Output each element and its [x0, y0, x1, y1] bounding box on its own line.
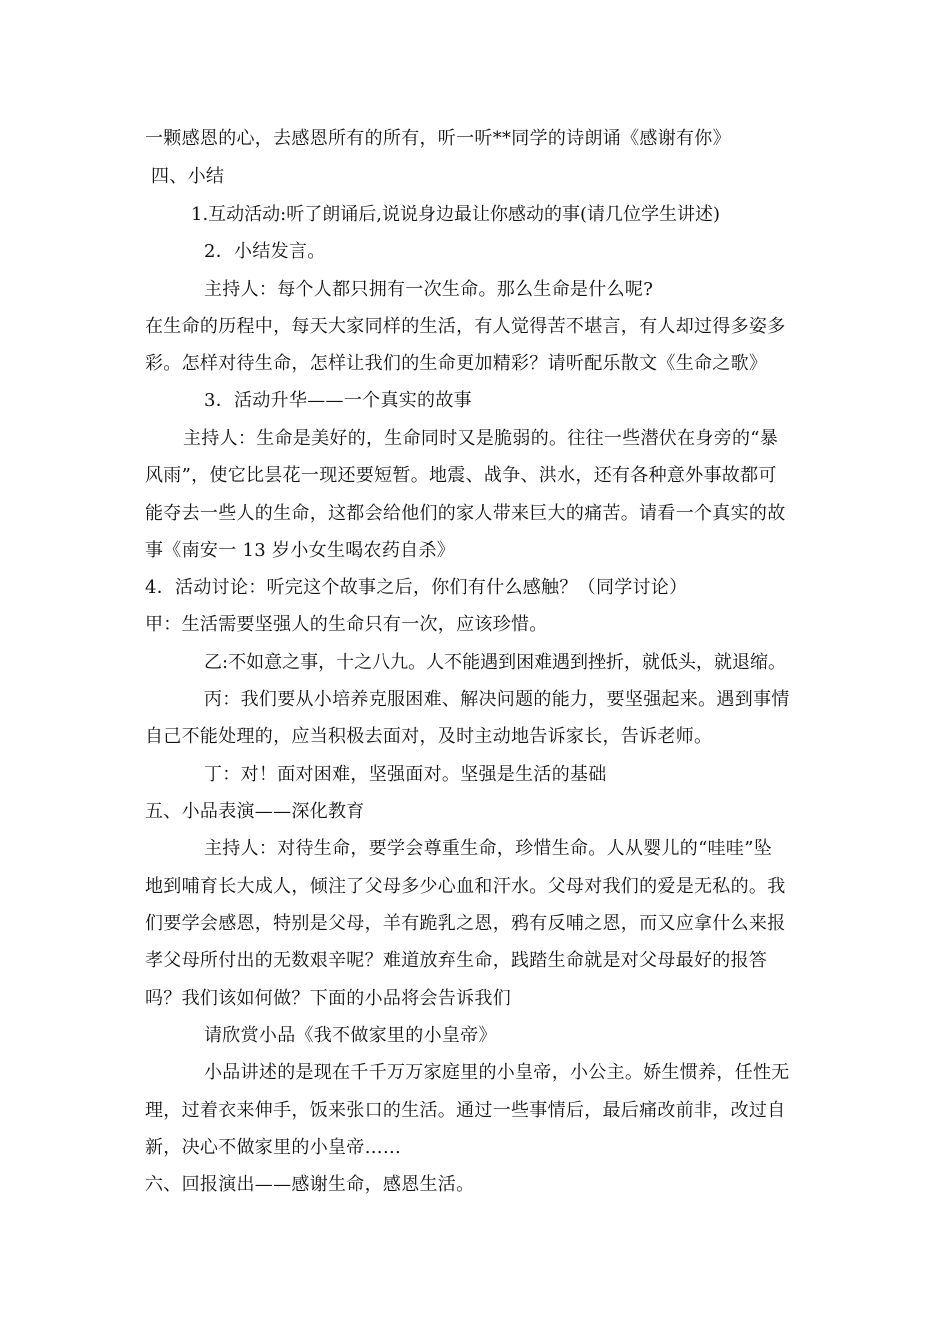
text-line: 事《南安一 13 岁小女生喝农药自杀》: [145, 540, 456, 561]
text-line: 4．活动讨论：听完这个故事之后，你们有什么感触？（同学讨论）: [145, 577, 688, 598]
text-line: 主持人：每个人都只拥有一次生命。那么生命是什么呢?: [204, 279, 654, 300]
text-line: 主持人：生命是美好的，生命同时又是脆弱的。往往一些潜伏在身旁的“暴: [183, 428, 779, 449]
section-heading-summary: 四、小结: [151, 166, 225, 187]
text-line: 丙：我们要从小培养克服困难、解决问题的能力，要坚强起来。遇到事情: [204, 689, 790, 710]
text-line: 丁：对！面对困难，坚强面对。坚强是生活的基础: [204, 764, 607, 785]
text-line: 2．小结发言。: [204, 241, 326, 262]
text-line: 们要学会感恩，特别是父母，羊有跪乳之恩，鸦有反哺之恩，而又应拿什么来报: [145, 913, 786, 934]
text-line: 小品讲述的是现在千千万万家庭里的小皇帝，小公主。娇生惯养，任性无: [204, 1062, 790, 1083]
text-line: 彩。怎样对待生命，怎样让我们的生命更加精彩？请听配乐散文《生命之歌》: [145, 353, 768, 374]
text-line: 在生命的历程中，每天大家同样的生活，有人觉得苦不堪言，有人却过得多姿多: [145, 316, 786, 337]
text-line: 一颗感恩的心，去感恩所有的所有，听一听**同学的诗朗诵《感谢有你》: [145, 128, 731, 149]
section-heading-skit: 五、小品表演——深化教育: [145, 801, 365, 822]
text-line: 理，过着衣来伸手，饭来张口的生活。通过一些事情后，最后痛改前非，改过自: [145, 1100, 786, 1121]
text-line: 地到哺育长大成人，倾注了父母多少心血和汗水。父母对我们的爱是无私的。我: [145, 876, 786, 897]
text-line: 新，决心不做家里的小皇帝……: [145, 1137, 402, 1158]
text-line: 3．活动升华——一个真实的故事: [204, 390, 472, 411]
text-line: 乙:不如意之事，十之八九。人不能遇到困难遇到挫折，就低头，就退缩。: [204, 652, 787, 673]
text-line: 主持人：对待生命，要学会尊重生命，珍惜生命。人从婴儿的“哇哇”坠: [204, 838, 773, 859]
section-heading-performance: 六、回报演出——感谢生命，感恩生活。: [145, 1174, 475, 1195]
text-line: 1.互动活动:听了朗诵后,说说身边最让你感动的事(请几位学生讲述): [191, 204, 721, 225]
text-line: 吗？我们该如何做？下面的小品将会告诉我们: [145, 988, 511, 1009]
text-line: 请欣赏小品《我不做家里的小皇帝》: [204, 1025, 497, 1046]
text-line: 自己不能处理的，应当积极去面对，及时主动地告诉家长，告诉老师。: [145, 726, 713, 747]
text-line: 甲：生活需要坚强人的生命只有一次，应该珍惜。: [145, 614, 548, 635]
text-line: 能夺去一些人的生命，这都会给他们的家人带来巨大的痛苦。请看一个真实的故: [145, 503, 786, 524]
text-line: 孝父母所付出的无数艰辛呢？难道放弃生命，践踏生命就是对父母最好的报答: [145, 950, 768, 971]
text-line: 风雨”，使它比昙花一现还要短暂。地震、战争、洪水，还有各种意外事故都可: [145, 465, 777, 486]
